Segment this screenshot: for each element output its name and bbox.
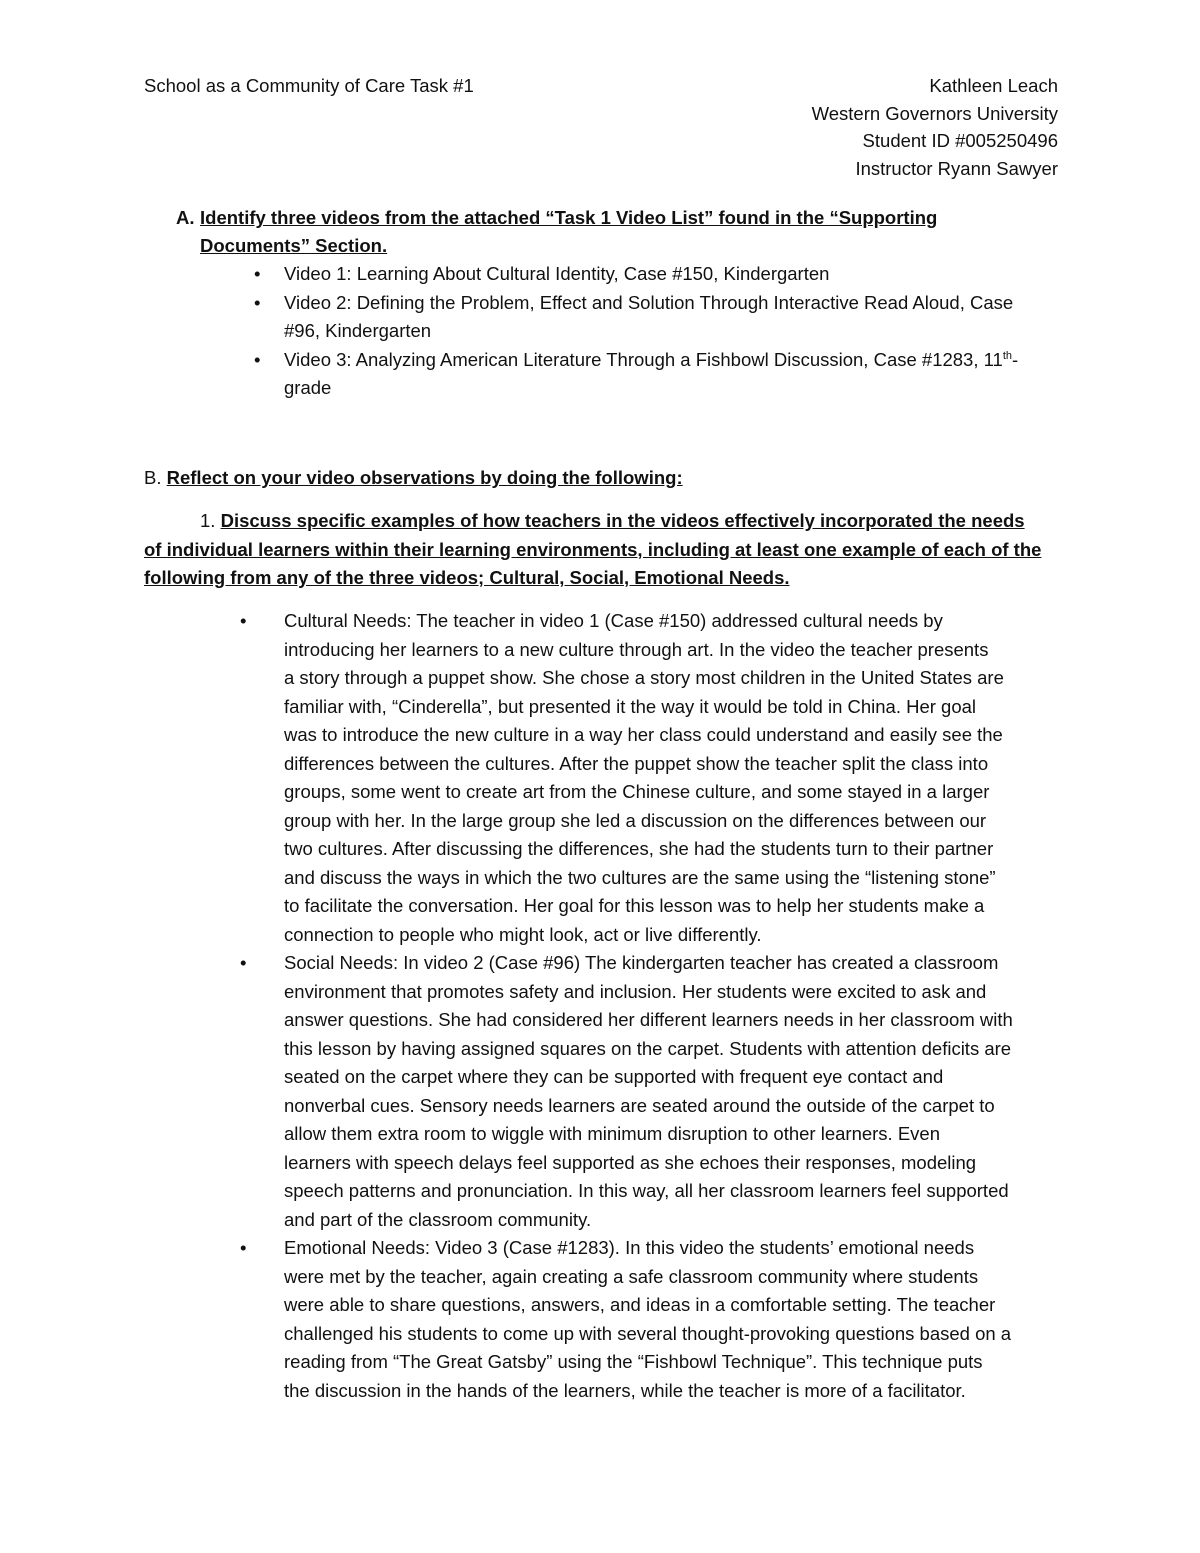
bullet-icon: • xyxy=(254,263,261,284)
paragraph-line: connection to people who might look, act or live differently. xyxy=(284,923,762,945)
needs-list xyxy=(240,607,1060,1405)
paragraph-line: the discussion in the hands of the learners, while the teacher is more of a facilitator. xyxy=(284,1379,966,1401)
bullet-icon: • xyxy=(240,610,247,631)
video-3-dash: - xyxy=(1012,348,1019,370)
video-2-text: Video 2: Defining the Problem, Effect and Solution Through Interactive Read Aloud, Case xyxy=(284,291,1014,313)
paragraph-line: a story through a puppet show. She chose a story most children in the United States are xyxy=(284,667,1004,688)
list-item xyxy=(240,607,1060,949)
paragraph-line: Social Needs: In video 2 (Case #96) The kindergarten teacher has created a classroom xyxy=(284,952,999,973)
paragraph-line: was to introduce the new culture in a way her class could understand and easily see the xyxy=(284,724,1003,745)
bullet-icon: • xyxy=(240,1237,247,1258)
paragraph-line: group with her. In the large group she led a discussion on the differences between our xyxy=(284,809,987,831)
paragraph-line: and part of the classroom community. xyxy=(284,1208,592,1230)
paragraph-line: seated on the carpet where they can be supported with frequent eye contact and xyxy=(284,1066,944,1087)
list-item xyxy=(176,289,1056,346)
social-needs-paragraph xyxy=(284,949,1060,1234)
question-1-line1: Discuss specific examples of how teachers in the videos effectively incorporated the needs xyxy=(220,510,1025,531)
bullet-icon: • xyxy=(240,952,247,973)
paragraph-line: speech patterns and pronunciation. In this way, all her classroom learners feel supported xyxy=(284,1180,1009,1201)
paragraph-line: this lesson by having assigned squares on the carpet. Students with attention deficits are xyxy=(284,1037,1012,1059)
paragraph-line: and discuss the ways in which the two cultures are the same using the “listening stone” xyxy=(284,866,996,888)
question-1 xyxy=(144,507,1064,593)
question-1-line2: of individual learners within their learning environments, including at least one example of each of the xyxy=(144,538,1042,560)
list-item xyxy=(240,949,1060,1234)
paragraph-line: were met by the teacher, again creating a safe classroom community where students xyxy=(284,1265,979,1287)
paragraph-line: introducing her learners to a new culture through art. In the video the teacher presents xyxy=(284,638,989,660)
bullet-icon: • xyxy=(254,348,261,370)
section-a xyxy=(176,204,1056,403)
section-a-heading-line1: Identify three videos from the attached “Task 1 Video List” found in the “Supporting xyxy=(200,207,938,228)
list-item xyxy=(176,260,1056,289)
video-3-text: Video 3: Analyzing American Literature Through a Fishbowl Discussion, Case #1283, 11 xyxy=(284,348,1003,370)
paragraph-line: allow them extra room to wiggle with minimum disruption to other learners. Even xyxy=(284,1123,941,1144)
document-title: School as a Community of Care Task #1 xyxy=(144,75,474,96)
section-a-heading-line2: Documents” Section. xyxy=(200,235,388,256)
paragraph-line: nonverbal cues. Sensory needs learners are seated around the outside of the carpet to xyxy=(284,1094,995,1116)
section-a-label: A. xyxy=(176,207,195,228)
section-b-heading xyxy=(144,464,1064,492)
list-item xyxy=(176,346,1056,403)
author-name: Kathleen Leach xyxy=(929,75,1058,96)
author-block xyxy=(812,72,1058,182)
paragraph-line: challenged his students to come up with several thought-provoking questions based on a xyxy=(284,1322,1012,1344)
university-name: Western Governors University xyxy=(811,102,1058,124)
paragraph-line: answer questions. She had considered her different learners needs in her classroom with xyxy=(284,1009,1013,1030)
ordinal-suffix: th xyxy=(1002,349,1013,362)
question-1-number: 1. xyxy=(200,510,216,531)
paragraph-line: environment that promotes safety and inclusion. Her students were excited to ask and xyxy=(284,980,987,1002)
paragraph-line: reading from “The Great Gatsby” using the “Fishbowl Technique”. This technique puts xyxy=(284,1351,983,1372)
bullet-icon: • xyxy=(254,291,261,313)
paragraph-line: groups, some went to create art from the Chinese culture, and some stayed in a larger xyxy=(284,781,990,802)
paragraph-line: Emotional Needs: Video 3 (Case #1283). In this video the students’ emotional needs xyxy=(284,1237,975,1258)
instructor-name: Instructor Ryann Sawyer xyxy=(855,157,1058,179)
paragraph-line: to facilitate the conversation. Her goal for this lesson was to help her students make a xyxy=(284,895,985,916)
paragraph-line: learners with speech delays feel supported as she echoes their responses, modeling xyxy=(284,1151,977,1173)
paragraph-line: familiar with, “Cinderella”, but presented it the way it would be told in China. Her goal xyxy=(284,695,977,717)
paragraph-line: Cultural Needs: The teacher in video 1 (Case #150) addressed cultural needs by xyxy=(284,610,943,631)
paragraph-line: were able to share questions, answers, and ideas in a comfortable setting. The teacher xyxy=(284,1294,996,1315)
video-2-text-line2: #96, Kindergarten xyxy=(284,320,432,341)
question-1-line3: following from any of the three videos; Cultural, Social, Emotional Needs. xyxy=(144,567,790,588)
paragraph-line: differences between the cultures. After the puppet show the teacher split the class into xyxy=(284,752,989,774)
video-3-text-line2: grade xyxy=(284,377,332,398)
video-1-text: Video 1: Learning About Cultural Identity, Case #150, Kindergarten xyxy=(284,263,830,284)
video-list xyxy=(176,260,1056,403)
section-a-heading xyxy=(176,204,1056,260)
section-b-heading-text: Reflect on your video observations by doing the following: xyxy=(166,467,683,488)
cultural-needs-paragraph xyxy=(284,607,1060,949)
section-b-label: B. xyxy=(144,467,162,488)
paragraph-line: two cultures. After discussing the differences, she had the students turn to their partner xyxy=(284,838,994,859)
emotional-needs-paragraph xyxy=(284,1234,1060,1405)
list-item xyxy=(240,1234,1060,1405)
student-id: Student ID #005250496 xyxy=(862,130,1058,151)
